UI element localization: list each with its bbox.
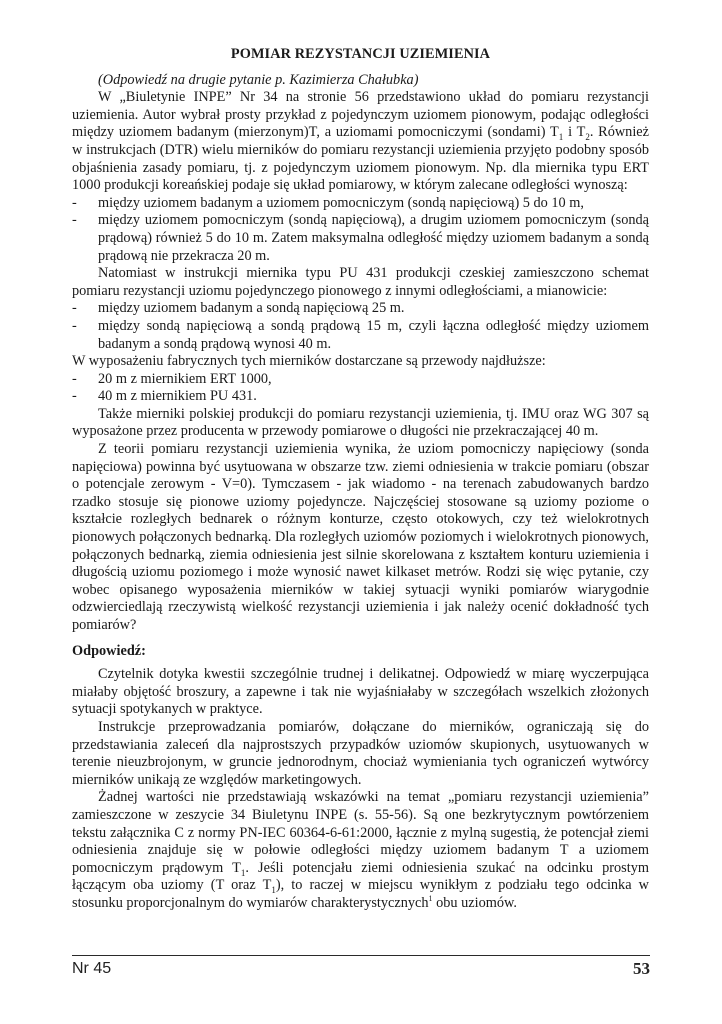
list-item	[72, 195, 649, 213]
list-dash: -	[72, 317, 77, 334]
list-item-text: 20 m z miernikiem ERT 1000,	[98, 370, 272, 387]
list-item	[72, 300, 649, 318]
footnote-marker: 1	[428, 894, 433, 904]
paragraph-8-text-a: Żadnej wartości nie przedstawiają wskazówki na temat „pomiaru rezystancji uziemienia” zamieszczone w zeszycie 34 Biuletynu INPE (s. 55-56). Są one bezkrytycznym powtórzeniem tekstu załącznika C z normy PN-IEC 60364-6-61:2000, łącznie z mylną sugestią, że potencjał ziemi odniesienia znajduje się w połowie odległości między uziomem badanym T a uziomem pomocniczym prądowym T	[72, 789, 649, 876]
list-item	[72, 212, 649, 265]
paragraph-1	[72, 89, 649, 195]
list-item-text: między uziomem badanym a sondą napięciową 25 m.	[98, 300, 405, 317]
answer-heading: Odpowiedź:	[72, 642, 146, 659]
paragraph-8-text-d: obu uziomów.	[432, 894, 517, 911]
list-item-text: między uziomem badanym a uziomem pomocniczym (sondą napięciową) 5 do 10 m,	[98, 194, 584, 211]
subscript: 1	[240, 867, 246, 878]
list-dash: -	[72, 212, 77, 229]
list-dash: -	[72, 194, 77, 211]
article-subtitle: (Odpowiedź na drugie pytanie p. Kazimierza Chałubka)	[98, 71, 419, 88]
paragraph-1-text-c: . Również w instrukcjach (DTR) wielu mierników do pomiaru rezystancji uziemienia przyjęto podobny sposób objaśnienia zasady pomiaru, tj. z pojedynczym uziomem pionowym. Np. dla miernika typu ERT 1000 produkcji koreańskiej podaje się układ pomiarowy, w którym zalecane odległości wynoszą:	[72, 124, 649, 194]
paragraph-3: W wyposażeniu fabrycznych tych mierników dostarczane są przewody najdłuższe:	[72, 353, 546, 370]
paragraph-2: Natomiast w instrukcji miernika typu PU 431 produkcji czeskiej zamieszczono schemat pomiaru rezystancji uziomu pojedynczego pionowego z innymi odległościami, a mianowicie:	[72, 265, 649, 299]
list-item-text: 40 m z miernikiem PU 431.	[98, 388, 257, 405]
list-item	[72, 371, 649, 389]
footer-divider	[72, 955, 650, 956]
list-dash: -	[72, 370, 77, 387]
list-item	[72, 388, 649, 406]
article-body	[72, 46, 649, 913]
page-number: 53	[633, 959, 650, 978]
subscript: 1	[558, 132, 564, 143]
list-dash: -	[72, 388, 77, 405]
list-dash: -	[72, 300, 77, 317]
paragraph-8-text-b: . Jeśli potencjału ziemi odniesienia szukać na odcinku prostym łączącym oba uziomy (T oraz T	[72, 859, 649, 894]
list-item-text: między sondą napięciową a sondą prądową 15 m, czyli łączna odległość między uziomem badanym a sondą prądową wynosi 40 m.	[98, 317, 649, 352]
article-title: POMIAR REZYSTANCJI UZIEMIENIA	[230, 46, 491, 62]
paragraph-7: Instrukcje przeprowadzania pomiarów, dołączane do mierników, ograniczają się do przedstawiania zaleceń dla najprostszych przypadków uziomów skupionych, usytuowanych w terenie nieuzbrojonym, w gruncie jednorodnym, chociaż wymieniania tych ograniczeń wytwórcy mierników unikają ze względów marketingowych.	[72, 718, 649, 788]
subscript: 2	[585, 132, 590, 143]
paragraph-8	[72, 789, 649, 912]
paragraph-1-text-b: i T	[563, 124, 586, 141]
list-item-text: między uziomem pomocniczym (sondą napięciową), a drugim uziomem pomocniczym (sondą prądową) również 5 do 10 m. Zatem maksymalna odległość między uziomem badanym a sondą prądową nie przekracza 20 m.	[98, 212, 649, 264]
paragraph-8-text-c: ), to raczej w miejscu wynikłym z podziału tego odcinka w stosunku proporcjonalnym do wymiarów charakterystycznych	[72, 877, 649, 911]
subscript: 1	[271, 885, 276, 896]
issue-number: Nr 45	[72, 960, 112, 977]
list-item	[72, 318, 649, 353]
paragraph-1-text-a: W „Biuletynie INPE” Nr 34 na stronie 56 przedstawiono układ do pomiaru rezystancji uziemienia. Autor wybrał prosty przykład z pojedynczym uziomem pionowym, podając odległości między uziomem badanym (mierzonym)T, a uziomami pomocniczymi (sondami) T	[72, 89, 649, 141]
paragraph-4: Także mierniki polskiej produkcji do pomiaru rezystancji uziemienia, tj. IMU oraz WG 307 są wyposażone przez producenta w przewody pomiarowe o długości nie przekraczającej 40 m.	[72, 405, 649, 440]
paragraph-6: Czytelnik dotyka kwestii szczególnie trudnej i delikatnej. Odpowiedź w miarę wyczerpująca miałaby objętość broszury, a zapewne i tak nie wyjaśniałaby w szczegółach wszelkich złożonych sytuacji spotykanych w praktyce.	[72, 666, 649, 718]
paragraph-5: Z teorii pomiaru rezystancji uziemienia wynika, że uziom pomocniczy napięciowy (sonda napięciowa) powinna być usytuowana w obszarze tzw. ziemi odniesienia w trakcie pomiaru (obszar o potencjale zerowym - V=0). Tymczasem - jak wiadomo - na terenach zabudowanych bardzo rzadko stosuje się pionowe uziomy pojedyncze. Najczęściej stosowane są uziomy poziome o kształcie rozległych bednarek o różnym konturze, często otokowych, czy też wielokrotnych pionowych połączonych bednarką. Dla rozległych uziomów poziomych i wielokrotnych pionowych, połączonych bednarką, ziemia odniesienia jest silnie skorelowana z kształtem konturu uziemienia i długością uziomu poziomego i może wynosić nawet kilkaset metrów. Rodzi się więc pytanie, czy wobec opisanego wyposażenia mierników w takiej sytuacji wyniki pomiarów wiarygodnie odzwierciedlają rzeczywistą wielkość rezystancji uziemienia i jak należy ocenić dokładność tych pomiarów?	[72, 441, 649, 633]
